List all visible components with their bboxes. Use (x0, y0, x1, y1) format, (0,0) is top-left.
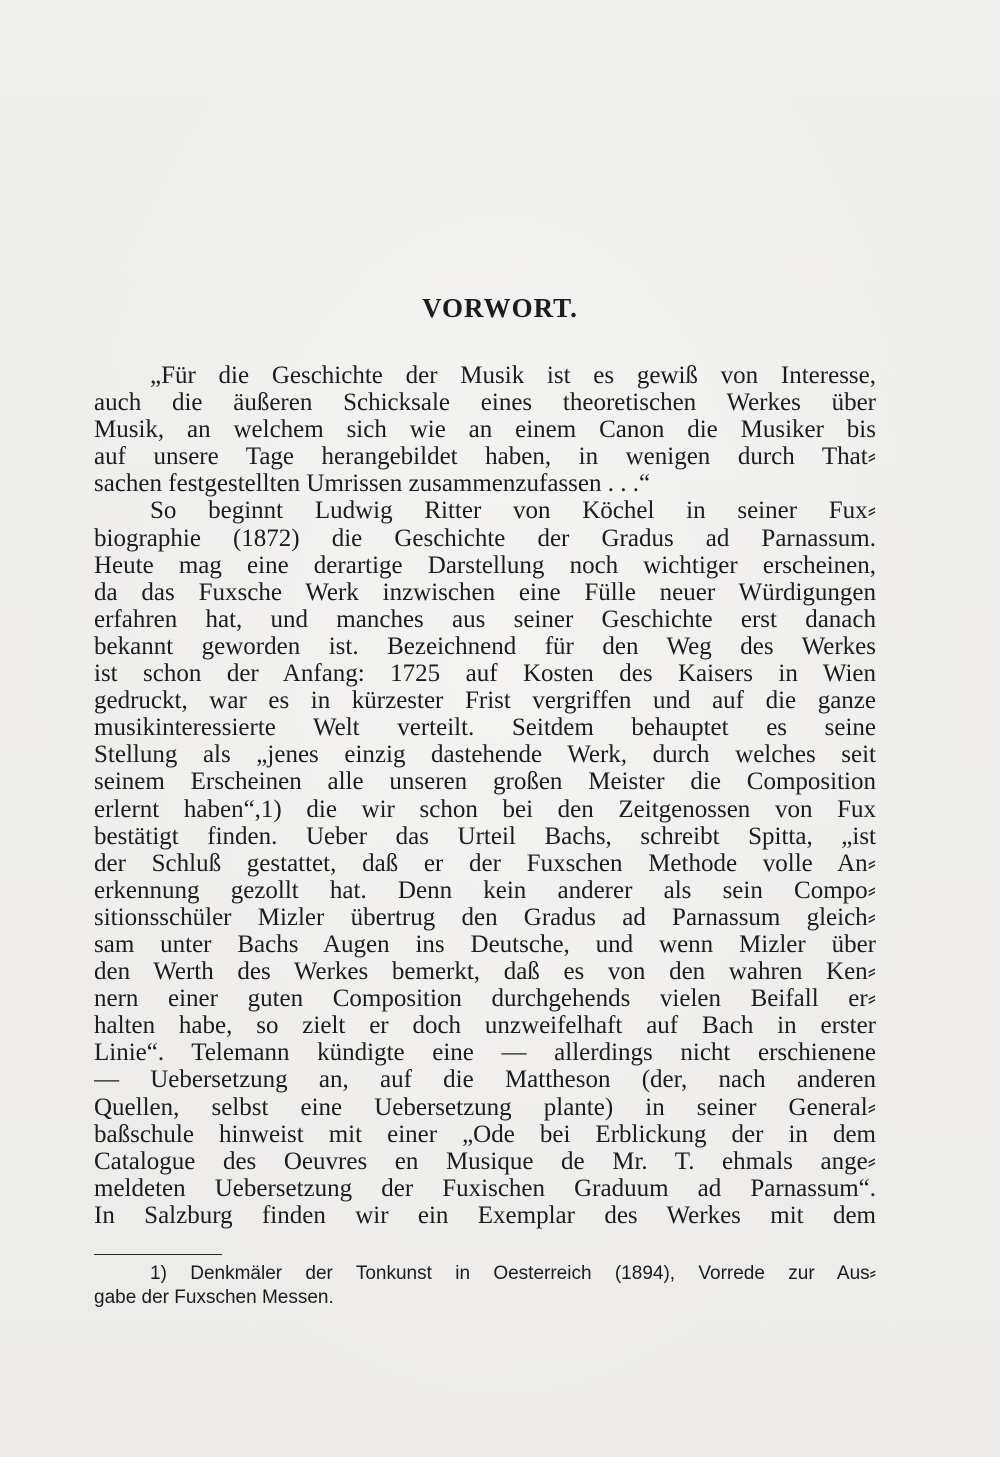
text-line: den Werth des Werkes bemerkt, daß es von den wahren Ken⸗ (94, 958, 876, 986)
text-line: seinem Erscheinen alle unseren großen Meister die Composition (94, 768, 876, 796)
text-line: biographie (1872) die Geschichte der Gradus ad Parnassum. (94, 524, 876, 552)
text-line: Musik, an welchem sich wie an einem Canon die Musiker bis (94, 416, 876, 444)
text-line: erfahren hat, und manches aus seiner Geschichte erst danach (94, 605, 876, 633)
text-line: nern einer guten Composition durchgehends vielen Beifall er⸗ (94, 985, 876, 1013)
text-line: ist schon der Anfang: 1725 auf Kosten des Kaisers in Wien (94, 660, 876, 688)
text-line: auf unsere Tage herangebildet haben, in wenigen durch That⸗ (94, 443, 876, 471)
text-line: sachen festgestellten Umrissen zusammenzufassen . . .“ (94, 470, 651, 498)
text-line: gedruckt, war es in kürzester Frist vergriffen und auf die ganze (94, 687, 876, 715)
text-line: — Uebersetzung an, auf die Mattheson (der, nach anderen (94, 1066, 876, 1094)
text-line: Catalogue des Oeuvres en Musique de Mr. T. ehmals ange⸗ (94, 1147, 876, 1175)
footnote-line: 1) Denkmäler der Tonkunst in Oesterreich (1894), Vorrede zur Aus⸗ (150, 1263, 876, 1284)
text-line: „Für die Geschichte der Musik ist es gewiß von Interesse, (150, 362, 876, 389)
text-line: Heute mag eine derartige Darstellung noch wichtiger erscheinen, (94, 551, 876, 579)
text-line: Linie“. Telemann kündigte eine — allerdings nicht erschienene (94, 1039, 876, 1067)
text-line: da das Fuxsche Werk inzwischen eine Fülle neuer Würdigungen (94, 578, 876, 606)
text-line: sam unter Bachs Augen ins Deutsche, und wenn Mizler über (94, 930, 876, 958)
text-line: Quellen, selbst eine Uebersetzung plante) in seiner General⸗ (94, 1093, 876, 1121)
text-line: sitionsschüler Mizler übertrug den Gradus ad Parnassum gleich⸗ (94, 903, 876, 931)
page-heading: VORWORT. (422, 293, 578, 323)
text-line: In Salzburg finden wir ein Exemplar des Werkes mit dem (94, 1201, 876, 1229)
text-line: So beginnt Ludwig Ritter von Köchel in seiner Fux⸗ (150, 497, 876, 525)
text-line: bekannt geworden ist. Bezeichnend für den Weg des Werkes (94, 632, 876, 660)
footnote-line: gabe der Fuxschen Messen. (94, 1287, 334, 1308)
text-line: musikinteressierte Welt verteilt. Seitdem behauptet es seine (94, 714, 876, 742)
text-line: auch die äußeren Schicksale eines theoretischen Werkes über (94, 389, 876, 417)
footnote-divider (94, 1254, 222, 1255)
text-line: baßschule hinweist mit einer „Ode bei Erblickung der in dem (94, 1120, 876, 1148)
text-line: erkennung gezollt hat. Denn kein anderer als sein Compo⸗ (94, 876, 876, 904)
body-text (94, 362, 876, 1229)
text-line: der Schluß gestattet, daß er der Fuxschen Methode volle An⸗ (94, 849, 876, 877)
text-line: halten habe, so zielt er doch unzweifelhaft auf Bach in erster (94, 1012, 876, 1040)
footnote (94, 1262, 876, 1310)
text-line: Stellung als „jenes einzig dastehende Werk, durch welches seit (94, 741, 876, 769)
text-line: bestätigt finden. Ueber das Urteil Bachs, schreibt Spitta, „ist (94, 822, 876, 850)
text-line: erlernt haben“,1) die wir schon bei den Zeitgenossen von Fux (94, 795, 876, 823)
text-line: meldeten Uebersetzung der Fuxischen Graduum ad Parnassum“. (94, 1174, 876, 1202)
